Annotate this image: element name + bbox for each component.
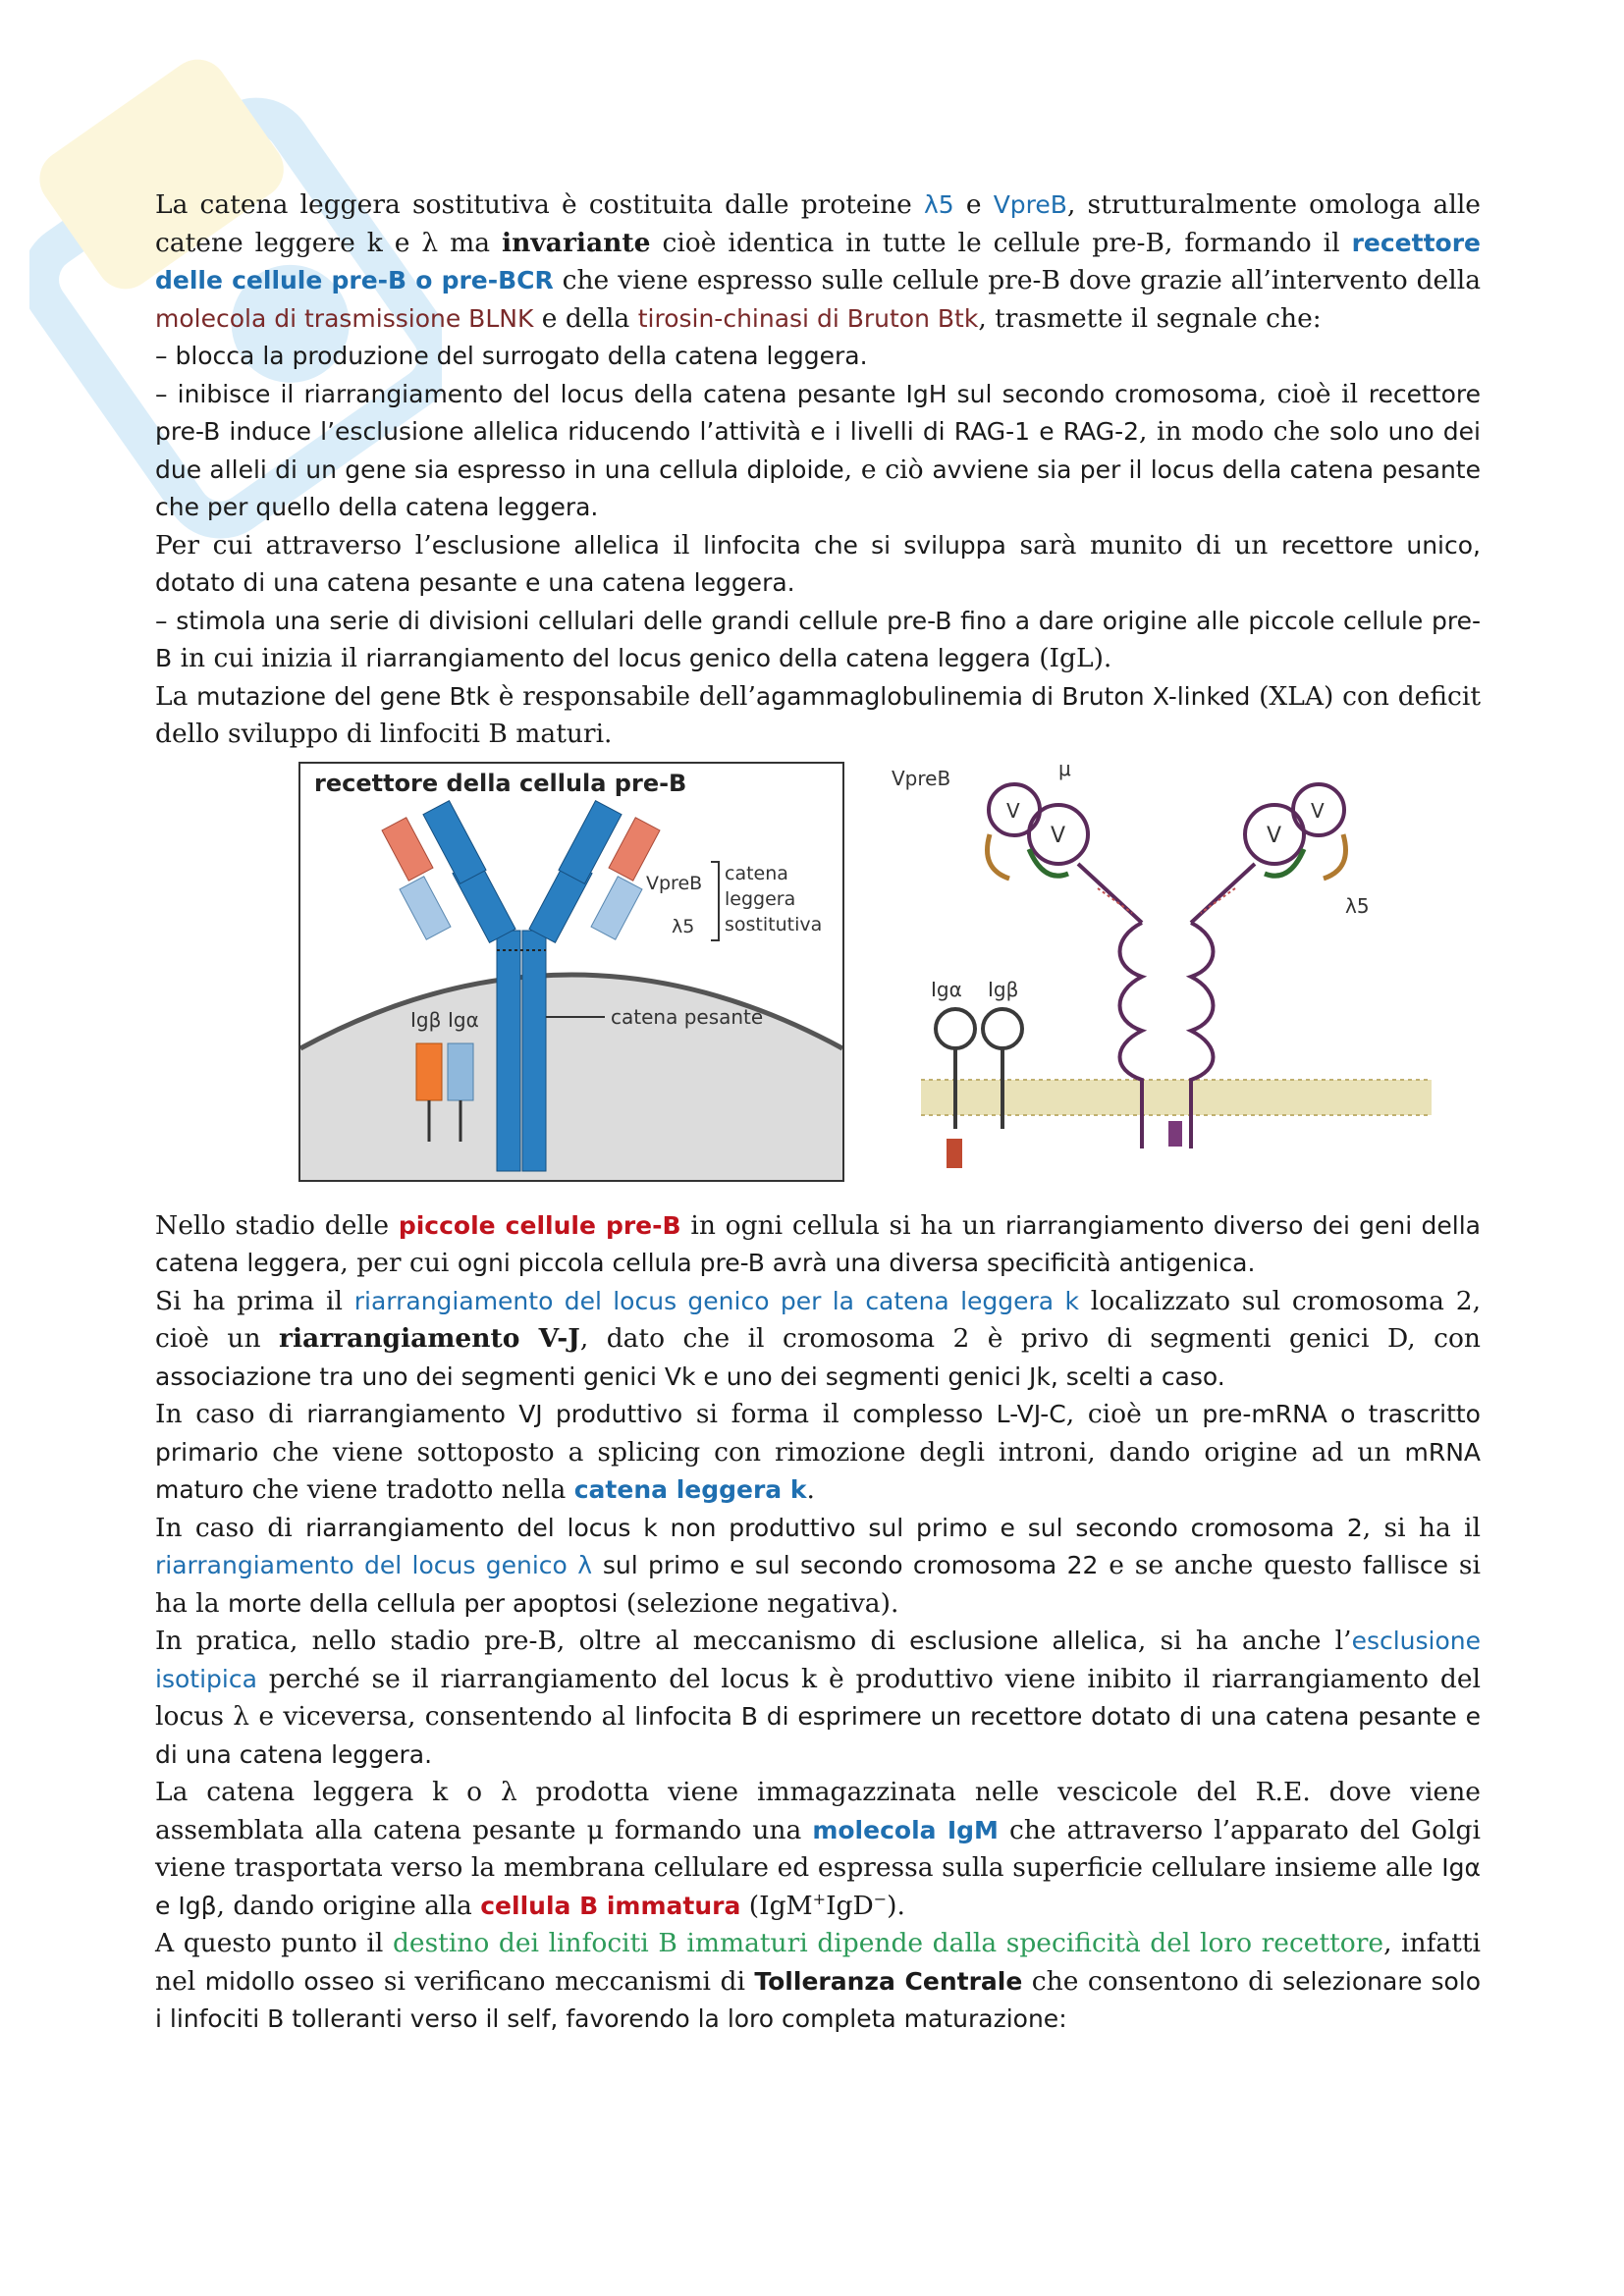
- lambda5-right-arc: [1324, 834, 1346, 879]
- pre-b-receptor-diagram: [300, 764, 842, 1180]
- pre-bcr-schematic-diagram: [882, 756, 1481, 1180]
- ig-beta-shape: [416, 1043, 442, 1100]
- paragraph-locus-lambda: In caso di riarrangiamento del locus k non produttivo sul primo e sul secondo cromosoma 2, si ha il riarrangiamento del locus genico λ sul primo e sul secondo cromosoma 22 e se anche questo fallisce si ha la morte della cellula per apoptosi (selezione negativa).: [155, 1512, 1481, 1619]
- label-v-far-right: V: [1311, 798, 1325, 823]
- label-vpreb-right: VpreB: [892, 766, 951, 790]
- ig-alpha-shape: [448, 1043, 473, 1100]
- figure-pre-b-receptor: [298, 762, 844, 1182]
- bullet-inibisce: – inibisce il riarrangiamento del locus della catena pesante IgH sul secondo cromosoma, cioè il recettore pre-B induce l’esclusione allelica riducendo l’attività e i livelli di RAG-1 e RAG-2, in modo che solo uno dei due alleli di un gene sia espresso in una cellula diploide, e ciò avviene sia per il locus della catena pesante che per quello della catena leggera.: [155, 378, 1481, 521]
- bullet-stimola: – stimola una serie di divisioni cellulari delle grandi cellule pre-B fino a dare origine alle piccole cellule pre-B in cui inizia il riarrangiamento del locus genico della catena leggera (IgL).: [155, 606, 1481, 673]
- document-body: [155, 187, 1481, 2039]
- figures-row: [155, 756, 1481, 1186]
- label-lambda5: λ5: [672, 915, 695, 937]
- label-sostitutiva: sostitutiva: [725, 913, 823, 935]
- paragraph-igm: La catena leggera k o λ prodotta viene immagazzinata nelle vescicole del R.E. dove viene assemblata alla catena pesante μ formando una molecola IgM che attraverso l’apparato del Golgi viene trasportata verso la membrana cellulare ed espressa sulla superficie cellulare insieme alle Igα e Igβ, dando origine alla cellula B immatura (IgM+IgD−).: [155, 1777, 1481, 1921]
- label-catena: catena: [725, 862, 788, 884]
- label-v-far-left: V: [1006, 798, 1020, 823]
- itam-left: [947, 1139, 962, 1168]
- label-leggera: leggera: [725, 887, 796, 910]
- label-catena-pesante: catena pesante: [611, 1004, 764, 1029]
- figure-title: recettore della cellula pre-B: [314, 769, 687, 797]
- label-mu: μ: [1058, 756, 1071, 780]
- membrane-band: [921, 1080, 1432, 1115]
- paragraph-locus-k: Si ha prima il riarrangiamento del locus genico per la catena leggera k localizzato sul cromosoma 2, cioè un riarrangiamento V-J, dato che il cromosoma 2 è privo di segmenti genici D, con associazione tra uno dei segmenti genici Vk e uno dei segmenti genici Jk, scelti a caso.: [155, 1285, 1481, 1391]
- paragraph-pre-bcr: La catena leggera sostitutiva è costituita dalle proteine λ5 e VpreB, strutturalmente omologa alle catene leggere k e λ ma invariante cioè identica in tutte le cellule pre-B, formando il recettore delle cellule pre-B o pre-BCR che viene espresso sulle cellule pre-B dove grazie all’intervento della molecola di trasmissione BLNK e della tirosin-chinasi di Bruton Btk, trasmette il segnale che:: [155, 189, 1481, 334]
- label-igb-right: Igβ: [988, 977, 1019, 1001]
- paragraph-btk: La mutazione del gene Btk è responsabile dell’agammaglobulinemia di Bruton X-linked (XLA) con deficit dello sviluppo di linfociti B maturi.: [155, 680, 1482, 749]
- paragraph-piccole-cellule: Nello stadio delle piccole cellule pre-B in ogni cellula si ha un riarrangiamento diverso dei geni della catena leggera, per cui ogni piccola cellula pre-B avrà una diversa specificità antigenica.: [155, 1209, 1481, 1278]
- paragraph-vj-produttivo: In caso di riarrangiamento VJ produttivo si forma il complesso L-VJ-C, cioè un pre-mRNA o trascritto primario che viene sottoposto a splicing con rimozione degli introni, dando origine ad un mRNA maturo che viene tradotto nella catena leggera k.: [155, 1399, 1481, 1505]
- paragraph-esclusione-allelica: Per cui attraverso l’esclusione allelica il linfocita che si sviluppa sarà munito di un recettore unico, dotato di una catena pesante e una catena leggera.: [155, 529, 1481, 597]
- label-igb: Igβ: [410, 1007, 442, 1032]
- label-iga-right: Igα: [931, 977, 962, 1001]
- label-v-right: V: [1267, 823, 1282, 848]
- figure-pre-bcr-schematic: [882, 756, 1481, 1180]
- label-vpreb: VpreB: [646, 872, 703, 894]
- label-v-left: V: [1051, 823, 1066, 848]
- tail-right: [1168, 1121, 1182, 1147]
- label-iga: Igα: [448, 1007, 479, 1032]
- paragraph-tolleranza-centrale: A questo punto il destino dei linfociti B immaturi dipende dalla specificità del loro recettore, infatti nel midollo osseo si verificano meccanismi di Tolleranza Centrale che consentono di selezionare solo i linfociti B tolleranti verso il self, favorendo la loro completa maturazione:: [155, 1928, 1481, 2033]
- paragraph-esclusione-isotipica: In pratica, nello stadio pre-B, oltre al meccanismo di esclusione allelica, si ha anche l’esclusione isotipica perché se il riarrangiamento del locus k è produttivo viene inibito il riarrangiamento del locus λ e viceversa, consentendo al linfocita B di esprimere un recettore dotato di una catena pesante e di una catena leggera.: [155, 1626, 1482, 1769]
- label-lambda5-right: λ5: [1345, 893, 1370, 918]
- bullet-blocca: – blocca la produzione del surrogato della catena leggera.: [155, 342, 868, 370]
- lambda5-left-arc: [988, 834, 1010, 879]
